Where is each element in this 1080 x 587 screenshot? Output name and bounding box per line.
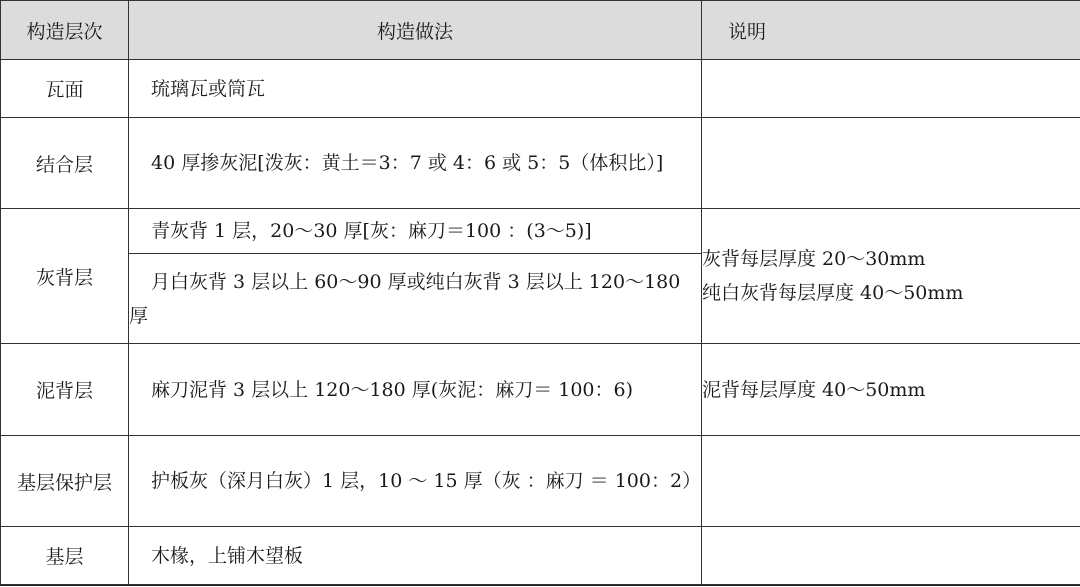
table-row [1,60,1080,118]
row-layer-cell: 基层 [1,527,129,585]
note-line: 灰背每层厚度 20～30mm [702,248,926,270]
row-method-cell: 青灰背 1 层，20～30 厚[灰：麻刀＝100 ：(3～5)] [129,209,702,254]
row-note-cell [702,527,1080,585]
row-note-cell [702,209,1080,344]
row-note-cell [702,60,1080,118]
table-row [1,118,1080,209]
row-layer-cell: 泥背层 [1,344,129,436]
row-method-cell: 40 厚掺灰泥[泼灰：黄土＝3：7 或 4：6 或 5：5（体积比）] [129,118,702,209]
row-note-cell: 泥背每层厚度 40～50mm [702,344,1080,436]
row-method-cell: 护板灰（深月白灰）1 层，10 ～ 15 厚（灰 ：麻刀 ＝ 100：2） [129,436,702,527]
table-row [1,344,1080,436]
note-line: 纯白灰背每层厚度 40～50mm [702,282,964,304]
header-note: 说明 [702,1,1080,60]
row-layer-cell: 结合层 [1,118,129,209]
row-method-cell: 麻刀泥背 3 层以上 120～180 厚(灰泥：麻刀＝ 100：6) [129,344,702,436]
table-row [1,436,1080,527]
table-row [1,527,1080,585]
row-layer-cell: 瓦面 [1,60,129,118]
table-row [1,209,1080,254]
table-header-row [1,1,1080,60]
header-layer: 构造层次 [1,1,129,60]
row-method-cell: 木椽，上铺木望板 [129,527,702,585]
row-note-cell [702,118,1080,209]
row-layer-cell: 基层保护层 [1,436,129,527]
row-note-cell [702,436,1080,527]
header-method: 构造做法 [129,1,702,60]
row-method-cell: 琉璃瓦或筒瓦 [129,60,702,118]
row-method-cell: 月白灰背 3 层以上 60～90 厚或纯白灰背 3 层以上 120～180 厚 [129,254,702,344]
row-layer-cell: 灰背层 [1,209,129,344]
